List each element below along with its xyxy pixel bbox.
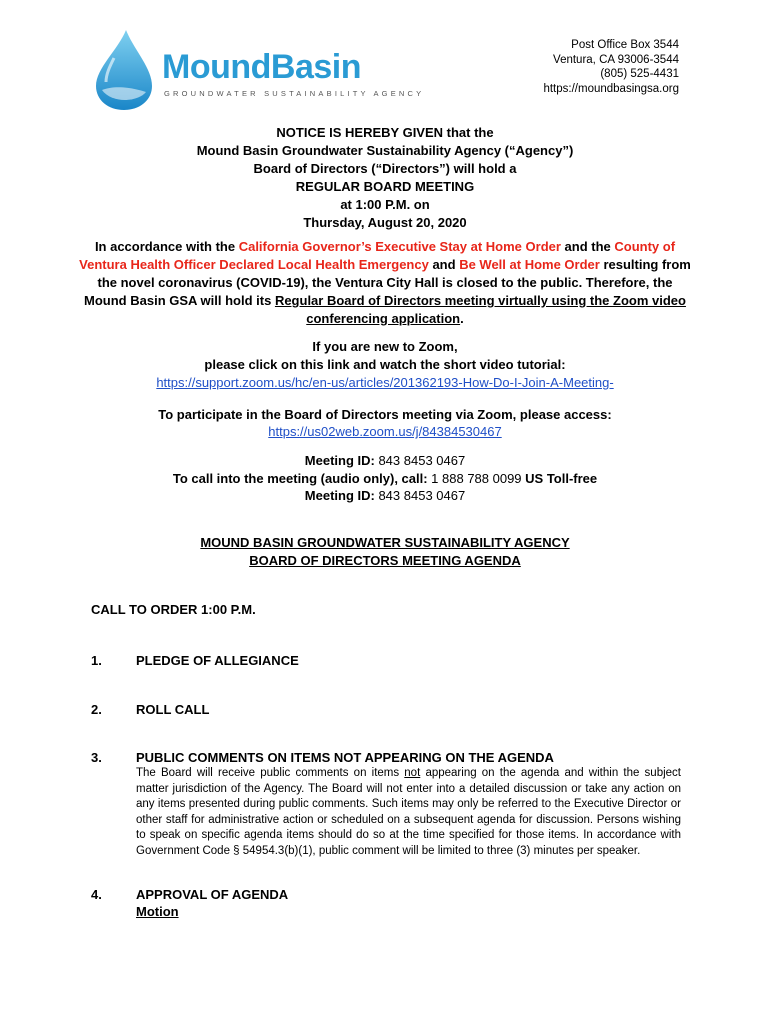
public-comment-description xyxy=(136,766,681,859)
zoom-new-line-1: If you are new to Zoom, xyxy=(312,339,458,354)
meeting-id-label: Meeting ID: xyxy=(304,453,375,468)
notice-line-3: Board of Directors (“Directors”) will hold a xyxy=(253,161,517,176)
governor-order-link[interactable]: California Governor’s Executive Stay at Home Order xyxy=(238,239,561,254)
address-block xyxy=(543,38,679,96)
address-city: Ventura, CA 93006-3544 xyxy=(553,53,679,66)
agency-logo xyxy=(88,28,425,112)
meeting-id-value: 843 8453 0467 xyxy=(374,453,466,468)
agenda-title xyxy=(60,534,710,569)
agenda-item-title: PLEDGE OF ALLEGIANCE xyxy=(136,653,299,668)
agenda-item-title: APPROVAL OF AGENDA xyxy=(136,887,289,902)
zoom-meeting-link[interactable]: https://us02web.zoom.us/j/84384530467 xyxy=(268,424,502,439)
notice-line-1: NOTICE IS HEREBY GIVEN that the xyxy=(276,125,494,140)
description-text: The Board will receive public comments on items xyxy=(136,767,405,779)
call-in-label: To call into the meeting (audio only), call: xyxy=(172,470,428,486)
meeting-notice xyxy=(60,124,710,232)
meeting-details xyxy=(60,452,710,505)
agenda-item-number: 1. xyxy=(91,653,102,668)
description-text: appearing on the agenda and within the subject matter jurisdiction of the Agency. The Board will not enter into a detailed discussion or take any action on any items presented during public comments. Such items may only be referred to the Executive Director or other staff for administrative action or scheduled on a subsequent agenda for discussion. Persons wishing to speak on specific agenda items should do so at the time specified for those items. In accordance with Government Code § 54954.3(b)(1), public comment will be limited to three (3) minutes per speaker. xyxy=(136,767,681,857)
address-phone: (805) 525-4431 xyxy=(600,68,679,80)
zoom-tutorial-link[interactable]: https://support.zoom.us/hc/en-us/articles/201362193-How-Do-I-Join-A-Meeting- xyxy=(156,375,614,390)
agenda-title-line-1: MOUND BASIN GROUNDWATER SUSTAINABILITY AGENCY xyxy=(200,535,570,550)
zoom-join-line: To participate in the Board of Directors meeting via Zoom, please access: xyxy=(158,407,612,422)
agenda-item-number: 3. xyxy=(91,750,102,765)
covid-notice-paragraph xyxy=(76,238,694,328)
county-emergency-link[interactable]: County of Ventura Health Officer Declared Local Health Emergency xyxy=(79,239,676,272)
covid-text: . xyxy=(460,311,464,326)
call-to-order: CALL TO ORDER 1:00 P.M. xyxy=(91,602,256,617)
zoom-tutorial-section xyxy=(60,338,710,392)
motion-label: Motion xyxy=(136,904,179,919)
toll-free-label: US Toll-free xyxy=(525,470,598,486)
covid-text: resulting from the novel coronavirus (COVID-19), the Ventura City Hall is closed to the public. Therefore, the Mound Basin GSA will hold its xyxy=(84,257,691,308)
address-website: https://moundbasingsa.org xyxy=(543,82,679,95)
notice-line-4: REGULAR BOARD MEETING xyxy=(295,179,475,194)
notice-line-5: at 1:00 P.M. on xyxy=(340,197,430,212)
agenda-item-number: 2. xyxy=(91,702,102,717)
covid-text: and xyxy=(428,257,460,272)
water-drop-icon xyxy=(88,28,158,112)
virtual-meeting-text: Regular Board of Directors meeting virtually using the Zoom video conferencing application xyxy=(274,293,686,326)
meeting-id-value: 843 8453 0467 xyxy=(374,488,466,503)
meeting-id-label: Meeting ID: xyxy=(304,488,375,503)
agenda-item-number: 4. xyxy=(91,887,102,902)
agenda-item-title: PUBLIC COMMENTS ON ITEMS NOT APPEARING ON THE AGENDA xyxy=(136,750,554,765)
agenda-item-title: ROLL CALL xyxy=(136,702,210,717)
address-po-box: Post Office Box 3544 xyxy=(571,39,679,51)
covid-text: and the xyxy=(560,239,615,254)
notice-line-6: Thursday, August 20, 2020 xyxy=(303,215,467,230)
be-well-order-link[interactable]: Be Well at Home Order xyxy=(459,257,600,272)
zoom-new-line-2: please click on this link and watch the short video tutorial: xyxy=(204,357,566,372)
description-emphasis: not xyxy=(404,767,421,779)
logo-wordmark: MoundBasin xyxy=(162,48,361,86)
call-in-number: 1 888 788 0099 xyxy=(427,470,526,486)
zoom-join-section xyxy=(60,406,710,440)
logo-tagline: GROUNDWATER SUSTAINABILITY AGENCY xyxy=(164,89,425,98)
agenda-title-line-2: BOARD OF DIRECTORS MEETING AGENDA xyxy=(249,552,521,568)
covid-text: In accordance with the xyxy=(94,239,239,254)
notice-line-2: Mound Basin Groundwater Sustainability Agency (“Agency”) xyxy=(196,143,574,158)
